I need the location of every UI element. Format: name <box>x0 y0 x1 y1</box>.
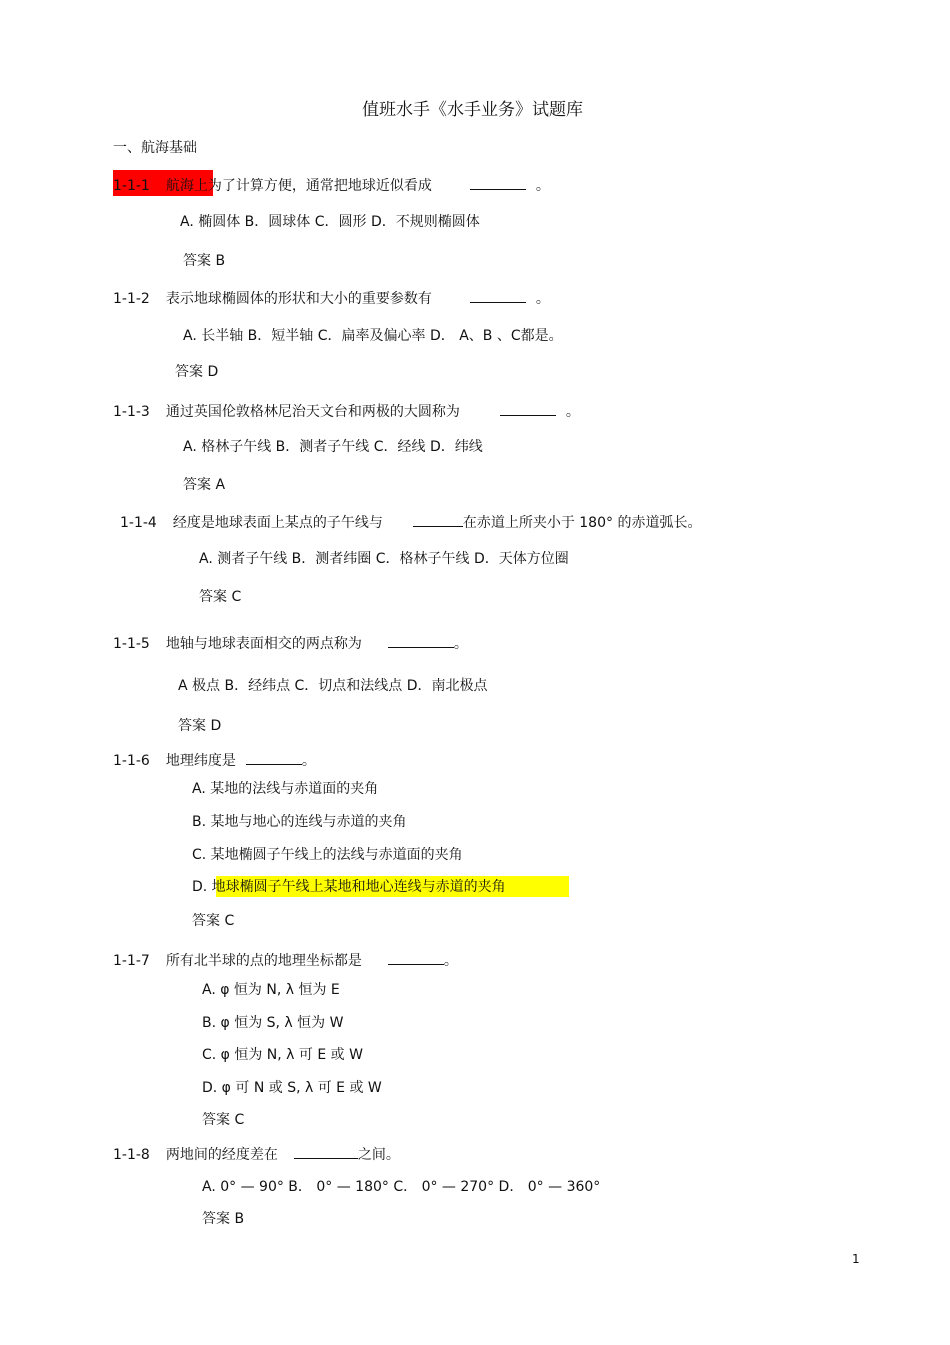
question-tail: 。 <box>535 178 550 194</box>
answer-line: 答案 C <box>199 589 242 605</box>
question-1-1-3 <box>113 401 580 422</box>
option-line: D. φ 可 N 或 S, λ 可 E 或 W <box>202 1080 382 1096</box>
question-tail: 之间。 <box>357 1147 400 1163</box>
question-id: 1-1-2 <box>113 291 150 307</box>
answer-line: 答案 D <box>178 718 222 734</box>
question-id: 1-1-5 <box>113 636 150 652</box>
question-stem: 航海上为了计算方便，通常把地球近似看成 <box>165 178 432 194</box>
question-1-1-1 <box>113 175 550 196</box>
question-id: 1-1-4 <box>120 515 157 531</box>
options-line: A. 格林子午线 B．测者子午线 C．经线 D．纬线 <box>183 439 483 455</box>
question-tail: 。 <box>535 291 550 307</box>
answer-blank <box>388 950 444 965</box>
answer-blank <box>413 512 463 527</box>
answer-blank <box>388 633 454 648</box>
question-stem: 所有北半球的点的地理坐标都是 <box>165 953 362 969</box>
question-tail: 。 <box>443 953 458 969</box>
section-heading: 一、航海基础 <box>113 140 197 156</box>
options-line: A. 椭圆体 B．圆球体 C．圆形 D．不规则椭圆体 <box>180 214 480 230</box>
option-line: D. 地球椭圆子午线上某地和地心连线与赤道的夹角 <box>192 879 506 895</box>
question-1-1-4 <box>120 512 701 533</box>
answer-blank <box>294 1144 358 1159</box>
question-id: 1-1-6 <box>113 753 150 769</box>
answer-line: 答案 D <box>175 364 219 380</box>
question-tail: 。 <box>301 753 316 769</box>
answer-line: 答案 A <box>183 477 226 493</box>
question-stem: 地轴与地球表面相交的两点称为 <box>165 636 362 652</box>
page-number: 1 <box>852 1252 860 1266</box>
question-tail: 。 <box>565 404 580 420</box>
question-1-1-5 <box>113 633 468 654</box>
options-line: A. 长半轴 B．短半轴 C．扁率及偏心率 D． A、B 、C都是。 <box>183 328 563 344</box>
answer-line: 答案 C <box>192 913 235 929</box>
question-stem: 经度是地球表面上某点的子午线与 <box>172 515 383 531</box>
answer-blank <box>470 175 526 190</box>
options-line: A 极点 B．经纬点 C．切点和法线点 D．南北极点 <box>178 678 488 694</box>
option-line: C. φ 恒为 N, λ 可 E 或 W <box>202 1047 363 1063</box>
answer-line: 答案 B <box>183 253 226 269</box>
question-stem: 两地间的经度差在 <box>165 1147 278 1163</box>
answer-line: 答案 C <box>202 1112 245 1128</box>
question-id: 1-1-3 <box>113 404 150 420</box>
question-stem: 表示地球椭圆体的形状和大小的重要参数有 <box>165 291 432 307</box>
question-1-1-2 <box>113 288 550 309</box>
option-line: A. φ 恒为 N, λ 恒为 E <box>202 982 340 998</box>
question-1-1-7 <box>113 950 458 971</box>
options-line: A. 测者子午线 B．测者纬圈 C．格林子午线 D．天体方位圈 <box>199 551 569 567</box>
question-tail: 在赤道上所夹小于 180° 的赤道弧长。 <box>462 515 702 531</box>
option-line: B. φ 恒为 S, λ 恒为 W <box>202 1015 344 1031</box>
question-tail: 。 <box>453 636 468 652</box>
question-id: 1-1-8 <box>113 1147 150 1163</box>
question-1-1-8 <box>113 1144 400 1165</box>
question-1-1-6 <box>113 750 316 771</box>
answer-blank <box>500 401 556 416</box>
option-line: C. 某地椭圆子午线上的法线与赤道面的夹角 <box>192 847 463 863</box>
option-line: B. 某地与地心的连线与赤道的夹角 <box>192 814 407 830</box>
answer-blank <box>246 750 302 765</box>
option-line: A. 某地的法线与赤道面的夹角 <box>192 781 379 797</box>
page-title: 值班水手《水手业务》试题库 <box>362 100 583 120</box>
question-stem: 地理纬度是 <box>165 753 236 769</box>
question-stem: 通过英国伦敦格林尼治天文台和两极的大圆称为 <box>165 404 460 420</box>
options-line: A. 0° — 90° B． 0° — 180° C． 0° — 270° D． 0° — 360° <box>202 1179 601 1195</box>
question-id: 1-1-7 <box>113 953 150 969</box>
answer-blank <box>470 288 526 303</box>
question-id: 1-1-1 <box>113 178 150 194</box>
answer-line: 答案 B <box>202 1211 245 1227</box>
